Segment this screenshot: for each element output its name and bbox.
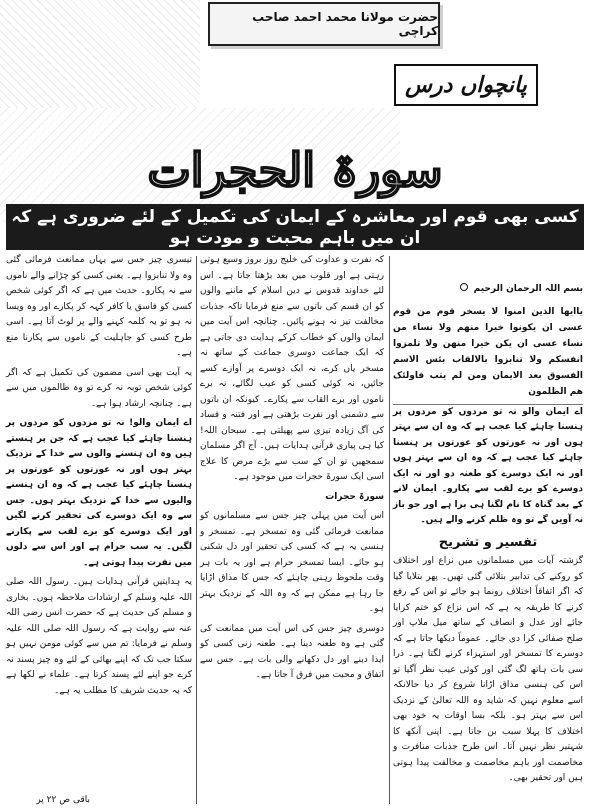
right-column bbox=[393, 282, 583, 802]
left-body-1: تیسری چیز جس سے یہاں ممانعت فرمائی گئی وہ ولا تنابزوا ہے۔ یعنی کسی کو چڑانے والے ناموں سے نہ پکارو۔ حدیث میں ہے کہ اگر کوئی شخص کسی کو فاسق یا کافر کہہ کر پکارے اور وہ ویسا نہ ہو تو یہ کلمہ کہنے والے پر لوٹ آتا ہے۔ اسی طرح کسی کو جاہلیت کے ناموں سے پکارنا منع ہے۔ bbox=[6, 255, 192, 358]
middle-body-1: کہ نفرت و عداوت کی خلیج روز بروز وسیع ہوتی رہتی ہے اور قلوب میں بعد بڑھتا جاتا ہے۔ اس لئے خداوند قدوس نے دین اسلام کے ماننے والوں کو ان قسم کی باتوں سے منع فرمایا تاکہ جذبات مخالفت تیز نہ ہونے پائیں۔ چنانچہ اس آیت میں ایمان والوں کو خطاب کرکے ہدایت دی جاتی ہے کہ ایک جماعت دوسری جماعت کے ساتھ نہ مسخر یاں کرے، نہ ایک دوسرے پر آوازے کسے جائیں، نہ کوئی کسی کو عیب لگائے، نہ برے ناموں اور برے القاب سے پکارے۔ کیونکہ ان باتوں سے دشمنی اور نفرت بڑھتی ہے اور فتنہ و فساد کی آگ زیادہ تیزی سے پھیلتی ہے۔ سبحان اللہ! کیا ہی پیاری قرآنی ہدایات ہیں۔ آج اگر مسلمان سمجھیں تو ان کے سب سے بڑے مرض کا علاج اسی ایک سورۃ حجرات میں موجود ہے۔ bbox=[200, 255, 384, 482]
column-divider bbox=[196, 256, 197, 804]
verse-translation: اے ایمان والو نہ تو مردوں کو مردوں پر ہنسنا چاہئے کیا عجب ہے کہ وہ ان سے بہتر ہوں اور نہ عورتوں کو عورتوں پر ہنسنا چاہئے کیا عجب ہے کہ وہ ان سے بہتر ہوں اور نہ ایک دوسرے کو طعنہ دو اور نہ ایک دوسرے کو برے لقب سے پکارو۔ ایمان لانے کے بعد گناہ کا نام لگنا ہی برا ہے اور جو باز نہ آویں گے تو وہ ظلم کرنے والے ہیں۔ bbox=[393, 406, 583, 525]
left-column bbox=[6, 253, 192, 793]
middle-column bbox=[200, 253, 384, 805]
middle-body-3: دوسری چیز جس کی اس آیت میں ممانعت کی گئی ہے وہ طعنہ دینا ہے۔ طعنہ زنی کسی کو ایذا دینے اور دل دکھانے والی بات ہے۔ جس سے اتفاق و محبت میں فرق آ جاتا ہے۔ bbox=[200, 623, 384, 680]
left-body-4: یہ ہدایتیں قرآنی ہدایات ہیں۔ رسول اللہ صلی اللہ علیہ وسلم کے ارشادات ملاحظہ ہوں۔ بخاری و مسلم کی حدیث ہے کہ حضرت انس رضی اللہ عنہ سے روایت ہے کہ رسول اللہ صلی اللہ علیہ وسلم نے فرمایا: تم میں سے کوئی مومن نہیں ہو سکتا جب تک کہ اپنے بھائی کے لئے وہ چیز پسند نہ کرے جو اپنے لئے پسند کرتا ہے۔ علماء نے لکھا ہے کہ یہ حدیث شریف کا مطلب یہ ہے۔ bbox=[6, 577, 192, 696]
subtitle-banner bbox=[6, 204, 584, 250]
middle-body-2: اس آیت میں پہلی چیز جس سے مسلمانوں کو ممانعت فرمائی گئی وہ تمسخر ہے۔ تمسخر و ہنسی یہ ہے کہ کسی کی تحقیر اور دل شکنی ہو جائے۔ ایسا تمسخر حرام ہے اور یہ بات ہر وقت ملحوظ رہنی چاہئے کہ جس کا مذاق اڑایا جا رہا ہے ممکن ہے کہ وہ اللہ کے نزدیک بہتر ہو۔ bbox=[200, 511, 384, 614]
author-name: حضرت مولانا محمد احمد صاحب کراچی bbox=[252, 10, 438, 38]
lesson-label-box bbox=[394, 64, 538, 106]
arabic-verse: یاایھا الذین امنوا لا یسخر قوم من قوم عسی ان یکونوا خیرا منھم ولا نساء من نساء عسی ان یکن خیرا منھن ولا تلمزوا انفسکم ولا تنابزوا بالالقاب بئس الاسم الفسوق بعد الایمان ومن لم یتب فاولئک ھم الظلمون bbox=[393, 306, 583, 397]
verse-mark-icon bbox=[460, 283, 468, 291]
commentary-body: گزشتہ آیات میں مسلمانوں میں نزاع اور اختلاف کو روکنے کی تدابیر بتلائی گئی تھیں۔ پھر بتلایا گیا کہ اگر اتفاقاً اختلاف رونما ہو جائے تو اس کے رفع کرنے کا طریقہ یہ ہے کہ اس نزاع کو ختم کرایا جائے اور عدل و انصاف کے ساتھ میل ملاپ اور صلح صفائی کرا دی جائے۔ عموماً دیکھا جاتا ہے کہ دوسرے کا تمسخر اور استہزاء کرنے لگتا ہے۔ ذرا سی بات ہاتھ لگ گئی اور کوئی عیب نظر آگیا تو اس کی ہنسی مذاق اڑانا شروع کر دیا حالانکہ اسے معلوم نہیں کہ شاید وہ اللہ تعالیٰ کے نزدیک اس سے بہتر ہو۔ بلکہ بسا اوقات یہ خود بھی اختلاف کا پہلا سبب بن جاتا ہے۔ اپنی آنکھ کا شہتیر نظر نہیں آتا۔ اس طرح جذبات منافرت و مخاصمت اور باہم مخاصمت و مخالفت پیدا ہوتی ہیں اور تحقیر بھی۔ bbox=[393, 556, 583, 783]
basmala: بسم اللہ الرحمان الرحیم bbox=[473, 284, 583, 294]
lesson-label: پانچواں درس bbox=[405, 72, 527, 98]
highlight-text: سورۃ حجرات bbox=[325, 491, 384, 502]
author-box bbox=[208, 2, 440, 46]
left-body-3: اے ایمان والو! نہ تو مردوں کو مردوں پر ہنسنا چاہئے کیا عجب ہے کہ جن پر ہنستے ہیں وہ ان ہنسنے والوں سے خدا کے نزدیک بہتر ہوں اور نہ عورتوں کو عورتوں پر ہنسنا چاہئے کیا عجب ہے کہ وہ ان ہنسنے والیوں سے خدا کے نزدیک بہتر ہوں۔ جس سے وہ ایک دوسرے کی تحقیر کرنے لگیں اور ایک دوسرے کو برے لقب سے پکارنے لگیں۔ یہ سب حرام ہے اور اس سے دلوں میں نفرت پیدا ہوتی ہے۔ bbox=[6, 418, 192, 568]
column-divider bbox=[389, 256, 390, 804]
basmala-line bbox=[393, 282, 583, 298]
section-heading: تفسیر و تشریح bbox=[438, 534, 538, 550]
continued-note: باقی ص ۲۲ پر bbox=[36, 795, 90, 805]
subtitle-text: کسی بھی قوم اور معاشرہ کے ایمان کی تکمیل کے لئے ضروری ہے کہ ان میں باہم محبت و مودت ہو bbox=[11, 207, 579, 248]
surah-title: سورۃ الحجرات bbox=[147, 143, 443, 197]
left-body-2: یہ آیت بھی اسی مضمون کی تکمیل ہے کہ اگر کوئی شخص توبہ نہ کرے تو وہ ظالموں میں سے ہے۔ چنانچہ ارشاد ہوا ہے۔ bbox=[6, 367, 192, 409]
